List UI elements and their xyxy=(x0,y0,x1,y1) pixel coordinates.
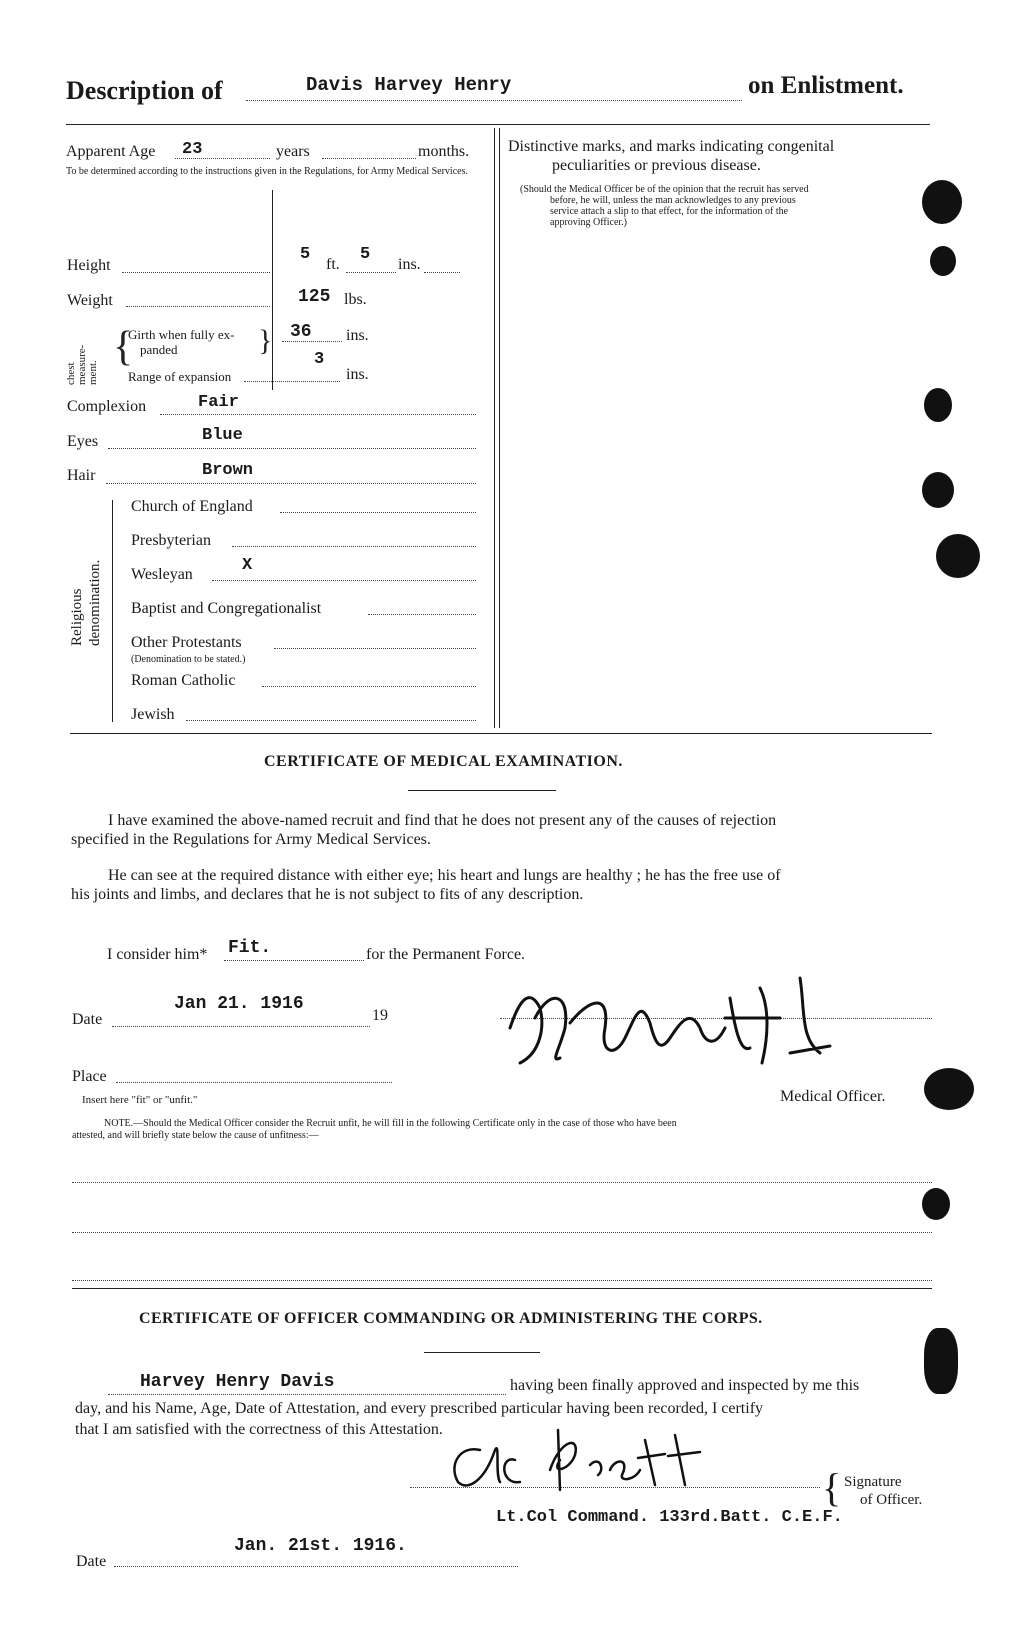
girth-brace: } xyxy=(258,324,273,357)
presbyterian-dots xyxy=(232,546,476,547)
commanding-officer-signature xyxy=(440,1420,730,1500)
binder-hole xyxy=(922,180,962,224)
commanding-line2: day, and his Name, Age, Date of Attestation, and every prescribed particular having been recorded, I certify xyxy=(75,1400,764,1417)
height-in-dots xyxy=(346,272,396,273)
weight-label: Weight xyxy=(67,292,113,309)
age-note xyxy=(66,166,486,178)
distinctive-note-3: service attach a slip to that effect, for the information of the xyxy=(550,206,789,217)
header-prefix: Description of xyxy=(66,76,223,105)
commanding-date-dots xyxy=(114,1566,518,1567)
age-months: months. xyxy=(418,143,470,160)
complexion-label: Complexion xyxy=(67,398,147,415)
height-label: Height xyxy=(67,257,111,274)
binder-hole xyxy=(924,1068,974,1110)
unfit-line-2 xyxy=(72,1232,932,1233)
weight-unit: lbs. xyxy=(344,291,367,308)
chest-label xyxy=(66,325,99,385)
signature-label-2: of Officer. xyxy=(860,1492,923,1508)
eyes-dots xyxy=(108,448,476,449)
medical-note-1: NOTE.—Should the Medical Officer consider the Recruit unfit, he will fill in the following Certificate only in the case of those who have been xyxy=(104,1118,677,1129)
commanding-line3: that I am satisfied with the correctness of this Attestation. xyxy=(75,1421,443,1438)
age-years: years xyxy=(276,143,310,160)
height-ins: ins. xyxy=(398,256,421,273)
binder-hole xyxy=(924,388,952,422)
height-dots xyxy=(122,272,270,273)
eyes-label: Eyes xyxy=(67,433,99,450)
age-value: 23 xyxy=(182,140,203,159)
weight-dots xyxy=(126,306,270,307)
top-rule xyxy=(66,124,930,125)
age-label: Apparent Age xyxy=(66,143,156,160)
coe-dots xyxy=(280,512,476,513)
consider-prefix: I consider him* xyxy=(107,946,208,963)
hair-label: Hair xyxy=(67,467,96,484)
commanding-rank: Lt.Col Command. 133rd.Batt. C.E.F. xyxy=(496,1508,843,1527)
medical-title-rule xyxy=(408,790,556,791)
commanding-name: Harvey Henry Davis xyxy=(140,1372,335,1392)
other-dots xyxy=(274,648,476,649)
religion-label xyxy=(68,536,104,646)
girth-label-2: panded xyxy=(140,342,178,357)
religion-roman-catholic: Roman Catholic xyxy=(131,672,236,689)
commanding-line1-suffix: having been finally approved and inspected by me this xyxy=(510,1377,860,1394)
signature-brace: { xyxy=(822,1465,842,1510)
weight-value: 125 xyxy=(298,287,331,307)
hair-value: Brown xyxy=(202,461,254,480)
rc-dots xyxy=(262,686,476,687)
months-dots xyxy=(322,158,416,159)
medical-title: CERTIFICATE OF MEDICAL EXAMINATION. xyxy=(264,753,623,770)
medical-officer-signature xyxy=(500,968,860,1078)
medical-para1-line1: I have examined the above-named recruit and find that he does not present any of the causes of rejection xyxy=(108,812,777,829)
wesleyan-dots xyxy=(212,580,476,581)
header-name: Davis Harvey Henry xyxy=(306,74,512,96)
girth-label-1: Girth when fully ex- xyxy=(128,327,235,342)
religion-wesleyan: Wesleyan xyxy=(131,566,193,583)
hair-dots xyxy=(106,483,476,484)
mid-rule xyxy=(70,733,932,734)
height-ft-value: 5 xyxy=(300,245,311,264)
baptist-dots xyxy=(368,614,476,615)
girth-unit: ins. xyxy=(346,327,369,344)
eyes-value: Blue xyxy=(202,426,243,445)
expansion-unit: ins. xyxy=(346,366,369,383)
religion-presbyterian: Presbyterian xyxy=(131,532,211,549)
chest-label-text: chest measure- ment. xyxy=(65,344,99,385)
religion-jewish: Jewish xyxy=(131,706,175,723)
religion-bracket xyxy=(112,500,113,722)
center-divider xyxy=(494,128,495,728)
commanding-name-dots xyxy=(108,1394,506,1395)
header-name-line xyxy=(246,100,742,101)
binder-hole xyxy=(922,472,954,508)
medical-para2-line2: his joints and limbs, and declares that he is not subject to fits of any description. xyxy=(71,886,584,903)
wesleyan-mark: X xyxy=(242,556,253,575)
measure-divider xyxy=(272,190,273,390)
binder-hole xyxy=(924,1328,958,1394)
height-end-dots xyxy=(424,272,460,273)
expansion-value: 3 xyxy=(314,350,325,369)
medical-date-year: 19 xyxy=(372,1007,388,1024)
distinctive-marks-title-2: peculiarities or previous disease. xyxy=(552,157,761,174)
commanding-title-rule xyxy=(424,1352,540,1353)
complexion-dots xyxy=(160,414,476,415)
medical-date-dots xyxy=(112,1026,370,1027)
jewish-dots xyxy=(186,720,476,721)
age-note-text: To be determined according to the instructions given in the Regulations, for Army Medical Services. xyxy=(66,166,468,177)
distinctive-marks-title-1: Distinctive marks, and marks indicating congenital xyxy=(508,138,835,155)
distinctive-note-2: before, he will, unless the man acknowledges to any previous xyxy=(550,195,796,206)
complexion-value: Fair xyxy=(198,393,239,412)
girth-value: 36 xyxy=(290,322,312,342)
religion-other-note: (Denomination to be stated.) xyxy=(131,654,246,665)
medical-para2-line1: He can see at the required distance with either eye; his heart and lungs are healthy ; he has the free use of xyxy=(108,867,781,884)
religion-other: Other Protestants xyxy=(131,634,242,651)
medical-date-label: Date xyxy=(72,1011,103,1028)
consider-suffix: for the Permanent Force. xyxy=(366,946,526,963)
medical-note-2: attested, and will briefly state below the cause of unfitness:— xyxy=(72,1130,319,1141)
girth-dots xyxy=(282,341,342,342)
height-ft: ft. xyxy=(326,256,340,273)
expansion-label: Range of expansion xyxy=(128,369,232,384)
religion-church-of-england: Church of England xyxy=(131,498,253,515)
binder-hole xyxy=(922,1188,950,1220)
chest-brace: { xyxy=(113,324,134,370)
unfit-line-1 xyxy=(72,1182,932,1183)
signature-label-1: Signature xyxy=(844,1474,902,1490)
lower-rule xyxy=(72,1288,932,1289)
medical-date-value: Jan 21. 1916 xyxy=(174,994,304,1014)
binder-hole xyxy=(936,534,980,578)
header-suffix: on Enlistment. xyxy=(748,72,904,99)
religion-baptist: Baptist and Congregationalist xyxy=(131,600,322,617)
place-label: Place xyxy=(72,1068,107,1085)
expansion-dots xyxy=(244,381,340,382)
distinctive-note-4: approving Officer.) xyxy=(550,217,628,228)
place-dots xyxy=(116,1082,392,1083)
binder-hole xyxy=(930,246,956,276)
consider-value: Fit. xyxy=(228,938,272,958)
religion-label-text: Religious denomination. xyxy=(69,559,103,646)
consider-dots xyxy=(224,960,364,961)
insert-note: Insert here "fit" or "unfit." xyxy=(82,1094,198,1106)
center-divider-2 xyxy=(499,128,500,728)
distinctive-note-1: (Should the Medical Officer be of the opinion that the recruit has served xyxy=(520,184,809,195)
commanding-title: CERTIFICATE OF OFFICER COMMANDING OR ADMINISTERING THE CORPS. xyxy=(139,1310,763,1327)
commanding-date-label: Date xyxy=(76,1553,107,1570)
medical-officer-label: Medical Officer. xyxy=(780,1088,886,1105)
medical-para1-line2: specified in the Regulations for Army Medical Services. xyxy=(71,831,431,848)
unfit-line-3 xyxy=(72,1280,932,1281)
commanding-date-value: Jan. 21st. 1916. xyxy=(234,1536,407,1556)
height-in-value: 5 xyxy=(360,245,371,264)
